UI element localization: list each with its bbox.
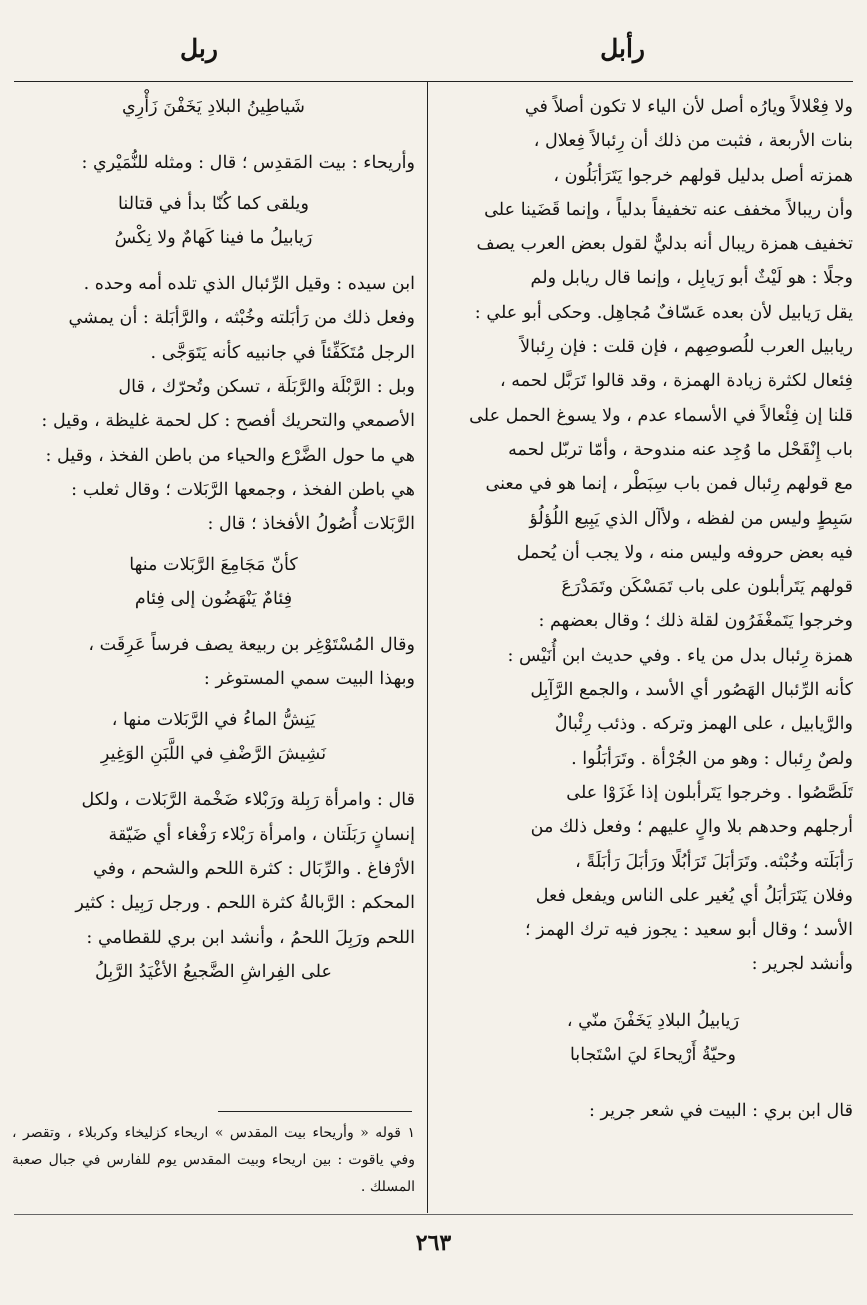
- paragraph-line: قال ابن بري : البيت في شعر جرير :: [588, 1101, 853, 1122]
- paragraph-line: أرجلهم وحدهم بلا والٍ عليهم ؛ وفعل ذلك من: [530, 817, 853, 838]
- verse-line: رَيابيلُ البلادِ يَخَفْنَ منّي ،: [566, 1010, 740, 1031]
- header-rule: [14, 81, 853, 82]
- paragraph-line: مع قولهم رِئبال فمن باب سِبَطْر ، إنما هو في معنى: [485, 474, 853, 495]
- verse-line: وحيّةُ أَرْيحاءَ ليَ اسْتَجابا: [569, 1045, 737, 1066]
- paragraph-line: وبهذا البيت سمي المستوغر :: [203, 669, 415, 690]
- paragraph-line: وفعل ذلك من رَأبَلته وخُبْثه ، والرَّأبَلة : أن يمشي: [68, 308, 415, 329]
- paragraph-line: وبل : الرَّبْلَة والرَّبَلَة ، تسكن وتُحرّك ، قال: [118, 377, 415, 398]
- paragraph-line: همزة رِئبال بدل من ياء . وفي حديث ابن أُنَيْس :: [507, 645, 853, 666]
- paragraph-line: وجلًا : هو لَيْثٌ أبو رَيابِل ، وإنما قال ريابل ولم: [530, 268, 853, 289]
- paragraph-line: وأن ريبالاً مخفف عنه تخفيفاً بدلياً ، وإنما قَضَينا على: [484, 199, 853, 220]
- paragraph-line: الأصمعي والتحريك أفصح : كل لحمة غليظة ، وقيل :: [41, 411, 415, 432]
- paragraph-line: هي باطن الفخذ ، وجمعها الرَّبَلات ؛ وقال ثعلب :: [71, 479, 415, 500]
- left-column: [12, 90, 415, 989]
- paragraph-line: وأنشد لجرير :: [751, 954, 853, 975]
- paragraph-line: وقال المُسْتَوْغِر بن ربيعة يصف فرساً عَرِقَت ،: [88, 635, 415, 656]
- paragraph-line: ولا فِعْلالاً ويارُه أصل لأن الياء لا تكون أصلاً في: [524, 97, 853, 117]
- header-left-entry: ربل: [180, 34, 218, 63]
- paragraph-line: يقل رَيابيل لأن بعده عَسّافٌ مُجاهِل. وحكى أبو علي :: [474, 302, 853, 323]
- paragraph-line: وفلان يَتَرَأبَلُ أي يُغير على الناس ويفعل فعل: [535, 885, 853, 906]
- verse-line: على الفِراشِ الضَّجيعُ الأغْيَدُ الرَّبِلُ: [95, 961, 332, 982]
- right-column: [453, 90, 853, 1129]
- paragraph-line: قال : وامرأة رَبِلة ورَبْلاء ضَخْمة الرَّبَلات ، ولكل: [81, 790, 415, 811]
- paragraph-line: الرَّبَلات أُصُولُ الأفخاذ ؛ قال :: [207, 514, 415, 535]
- paragraph-line: والرَّيابيل ، على الهمز وتركه . وذئب رِئْبالٌ: [554, 714, 853, 735]
- verse-line: ويلقى كما كُنّا بدأ في قتالنا: [118, 193, 309, 214]
- paragraph-line: وأريحاء : بيت المَقدِس ؛ قال : ومثله للنُّمَيْري :: [81, 153, 415, 174]
- paragraph-line: قولهم يَتَرأبلون على باب تَمَسْكَن وتَمَدْرَعَ: [561, 577, 853, 598]
- paragraph-line: فيه بعض حروفه وليس منه ، ولا يجب أن يُحمل: [516, 542, 853, 563]
- paragraph-line: الأسد ؛ وقال أبو سعيد : يجوز فيه ترك الهمز ؛: [525, 920, 853, 941]
- column-divider: [427, 82, 428, 1213]
- paragraph-line: إنسانٍ رَبَلَتان ، وامرأة رَبْلاء رَفْغاء أي ضَيّقة: [108, 824, 415, 845]
- paragraph-line: الرجل مُتَكَفِّئاً في جانبيه كأنه يَتَوَجَّى .: [150, 342, 415, 363]
- paragraph-line: كأنه الرِّئبال الهَصُور أي الأسد ، والجمع الرَّآبِل: [530, 680, 853, 701]
- verse-line: نَشِيشَ الرَّضْفِ في اللَّبَنِ الوَغِيرِ: [100, 744, 327, 765]
- paragraph-line: بنات الأربعة ، فثبت من ذلك أن رِئبالاً فِعلال ،: [533, 131, 853, 152]
- paragraph-line: ابن سيده : وقيل الرِّئبال الذي تلده أمه وحده .: [83, 274, 415, 295]
- verse-line: كأنّ مَجَامِعَ الرَّبَلات منها: [129, 554, 298, 575]
- verse-line: يَنِشُّ الماءُ في الرَّبَلات منها ،: [111, 709, 316, 730]
- header-right-entry: رأبل: [600, 34, 645, 63]
- paragraph-line: همزته أصل بدليل قولهم خرجوا يَتَرَأبَلُون ،: [553, 165, 853, 186]
- page-number: ٢٦٣: [415, 1230, 452, 1256]
- paragraph-line: سَبِطٍ وليس من لفظه ، ولأآل الذي يَبِيع اللُؤلُؤ: [529, 508, 853, 529]
- paragraph-line: الأرْفاغ . والرِّبَال : كثرة اللحم والشحم ، وفي: [93, 858, 415, 879]
- paragraph-line: اللحم ورَبِلَ اللحمُ ، وأنشد ابن بري للقطامي :: [86, 927, 415, 948]
- verse-line: فِئامٌ يَنْهَضُون إلى فِئام: [134, 588, 293, 609]
- paragraph-line: قلنا إن فِئْعالاً في الأسماء عدم ، ولا يسوغ الحمل على: [469, 405, 853, 426]
- paragraph-line: باب إِنْقَحْل ما وُجِد عنه مندوحة ، وأمّا تربّل لحمه: [508, 439, 853, 460]
- verse-line: رَيابيلُ ما فينا كَهامٌ ولا نِكْسُ: [114, 227, 313, 248]
- paragraph-line: المحكم : الرَّبالةُ كثرة اللحم . ورجل رَبِيل : كثير: [75, 893, 415, 914]
- paragraph-line: تخفيف همزة ريبال أنه بدليٌّ لقول بعض العرب يصف: [476, 234, 853, 255]
- paragraph-line: فِئعال لكثرة زيادة الهمزة ، وقد قالوا تَرَبَّل لحمه ،: [499, 371, 853, 392]
- paragraph-line: تَلَصَّصُوا . وخرجوا يَتَرأبلون إذا غَزَوْا على: [566, 782, 853, 803]
- verse-line: شَياطِينُ البلادِ يَخَفْنَ زَأْرِي: [122, 97, 305, 117]
- footnote-rule: [218, 1111, 412, 1112]
- footer-rule: [14, 1214, 853, 1215]
- paragraph-line: ريابيل العرب للُصوصِهم ، فإن قلت : فإن رِئبالاً: [520, 337, 853, 358]
- footnote: ١ قوله « وأريحاء بيت المقدس » اريحاء كزليخاء وكربلاء ، وتقصر ، وفي ياقوت : بين اريحاء وبيت المقدس يوم للفارس في جبال صعبة المسلك .: [12, 1125, 415, 1195]
- paragraph-line: هي ما حول الضَّرْع والحياء من باطن الفخذ ، وقيل :: [45, 445, 415, 466]
- paragraph-line: رَأبَلَته وخُبْثه. وتَرَأبَلَ تَرَأبُلًا ورَأبَلَ رَأبَلَةً ،: [575, 851, 853, 872]
- paragraph-line: وخرجوا يَتَمغْفَرُون لقلة ذلك ؛ وقال بعضهم :: [538, 611, 853, 632]
- paragraph-line: ولصٌ رِئبال : وهو من الجُرْأة . وتَرَأبَلُوا .: [571, 748, 853, 769]
